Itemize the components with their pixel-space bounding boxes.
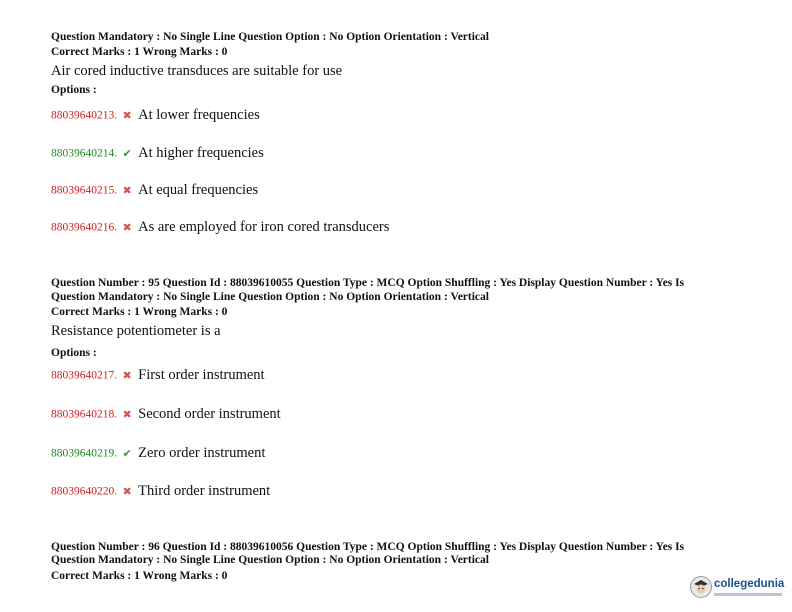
option-item xyxy=(51,218,389,238)
option-text: Zero order instrument xyxy=(138,444,266,461)
option-item xyxy=(51,444,265,464)
option-id: 88039640218. xyxy=(51,408,118,421)
cross-icon: ✖ xyxy=(122,109,132,122)
option-id: 88039640217. xyxy=(51,369,118,382)
options-label: Options : xyxy=(51,347,97,359)
option-id: 88039640219. xyxy=(51,447,118,460)
cross-icon: ✖ xyxy=(122,184,132,197)
logo-tagline-bar xyxy=(714,593,782,596)
options-label: Options : xyxy=(51,84,97,96)
question-meta-line: Question Mandatory : No Single Line Question Option : No Option Orientation : Vertical xyxy=(51,554,489,566)
option-text: Third order instrument xyxy=(138,482,271,499)
question-meta-line: Question Number : 96 Question Id : 88039610056 Question Type : MCQ Option Shuffling : Yes Display Question Number : Yes Is xyxy=(51,541,685,553)
collegedunia-logo xyxy=(690,574,786,604)
cross-icon: ✖ xyxy=(122,369,132,382)
option-id: 88039640213. xyxy=(51,109,118,122)
graduate-face-icon xyxy=(690,576,712,598)
option-item xyxy=(51,106,260,126)
option-item xyxy=(51,144,264,164)
option-text: At higher frequencies xyxy=(138,144,264,161)
logo-name: collegedunia xyxy=(714,578,785,590)
check-icon: ✔ xyxy=(122,147,132,160)
option-text: Second order instrument xyxy=(138,405,281,422)
question-meta-line: Question Mandatory : No Single Line Question Option : No Option Orientation : Vertical xyxy=(51,31,489,43)
option-text: As are employed for iron cored transducers xyxy=(138,218,390,235)
option-item xyxy=(51,366,265,386)
question-text: Air cored inductive transduces are suitable for use xyxy=(51,63,343,79)
cross-icon: ✖ xyxy=(122,408,132,421)
option-text: At equal frequencies xyxy=(138,181,259,198)
option-text: First order instrument xyxy=(138,366,265,383)
check-icon: ✔ xyxy=(122,447,132,460)
option-id: 88039640220. xyxy=(51,485,118,498)
option-id: 88039640216. xyxy=(51,221,118,234)
question-meta-line: Question Number : 95 Question Id : 88039610055 Question Type : MCQ Option Shuffling : Yes Display Question Number : Yes Is xyxy=(51,277,685,289)
marks-line: Correct Marks : 1 Wrong Marks : 0 xyxy=(51,306,228,318)
question-meta-line: Question Mandatory : No Single Line Question Option : No Option Orientation : Vertical xyxy=(51,291,489,303)
marks-line: Correct Marks : 1 Wrong Marks : 0 xyxy=(51,570,228,582)
question-text: Resistance potentiometer is a xyxy=(51,323,221,339)
cross-icon: ✖ xyxy=(122,485,132,498)
option-text: At lower frequencies xyxy=(138,106,260,123)
option-id: 88039640215. xyxy=(51,184,118,197)
marks-line: Correct Marks : 1 Wrong Marks : 0 xyxy=(51,46,228,58)
option-item xyxy=(51,405,281,425)
option-id: 88039640214. xyxy=(51,147,118,160)
cross-icon: ✖ xyxy=(122,221,132,234)
option-item xyxy=(51,482,270,502)
option-item xyxy=(51,181,258,201)
